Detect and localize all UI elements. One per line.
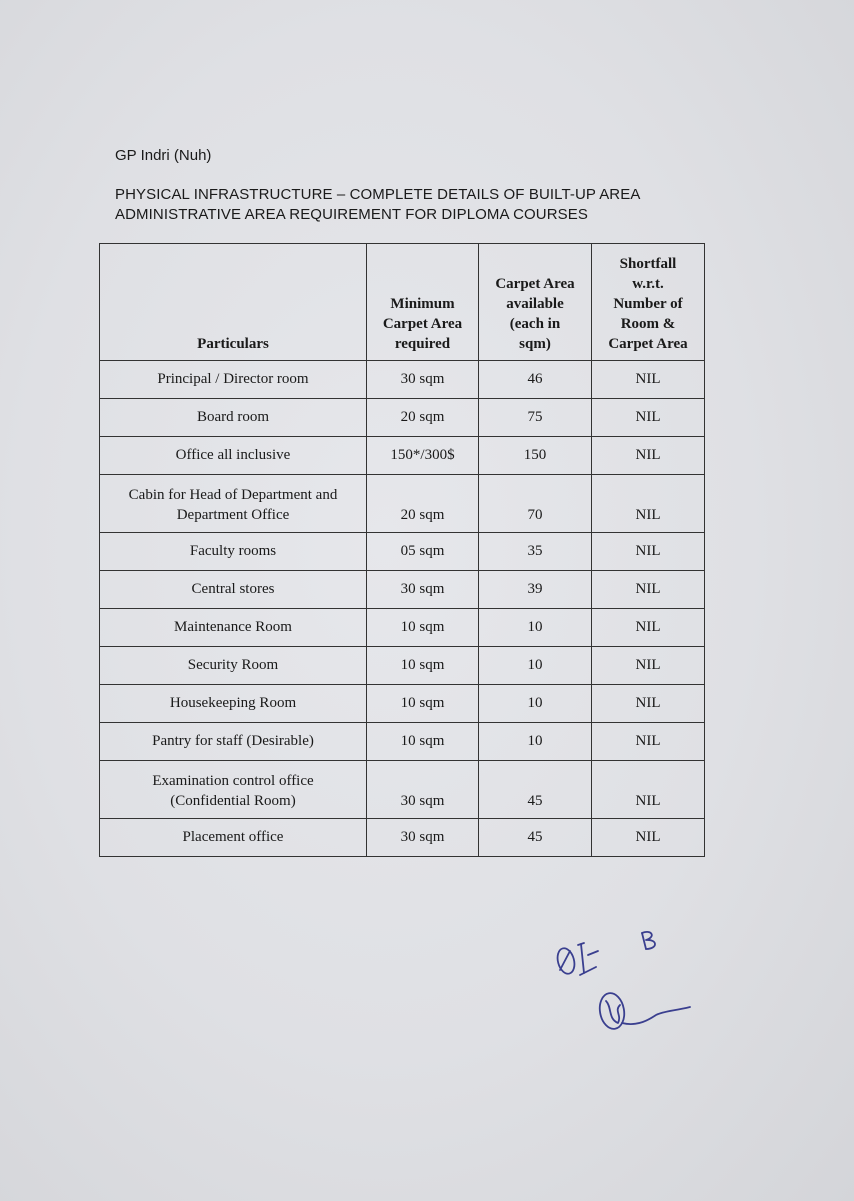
header-available-line: sqm) xyxy=(519,336,551,352)
table-row xyxy=(100,685,705,723)
cell-available: 46 xyxy=(479,361,592,399)
cell-particulars: Security Room xyxy=(100,647,367,685)
cell-shortfall: NIL xyxy=(592,475,705,533)
table-row xyxy=(100,571,705,609)
cell-minimum: 05 sqm xyxy=(367,533,479,571)
cell-available: 75 xyxy=(479,399,592,437)
header-particulars xyxy=(100,244,367,361)
table-row xyxy=(100,819,705,857)
cell-available: 10 xyxy=(479,647,592,685)
header-available-line: Carpet Area xyxy=(495,276,575,292)
header-particulars-label: Particulars xyxy=(197,336,269,352)
cell-particulars: Housekeeping Room xyxy=(100,685,367,723)
cell-particulars-line: Examination control office xyxy=(152,773,314,789)
cell-available: 10 xyxy=(479,609,592,647)
institute-name: GP Indri (Nuh) xyxy=(115,147,212,164)
document-title-line-2: ADMINISTRATIVE AREA REQUIREMENT FOR DIPLOMA COURSES xyxy=(115,206,588,223)
table-row xyxy=(100,533,705,571)
table-row xyxy=(100,437,705,475)
cell-shortfall: NIL xyxy=(592,609,705,647)
cell-particulars-line: (Confidential Room) xyxy=(170,793,296,809)
cell-particulars xyxy=(100,761,367,819)
cell-minimum: 30 sqm xyxy=(367,761,479,819)
handwritten-signature xyxy=(548,915,698,1055)
header-shortfall xyxy=(592,244,705,361)
cell-particulars-line: Cabin for Head of Department and xyxy=(128,487,338,503)
cell-particulars: Board room xyxy=(100,399,367,437)
table-row xyxy=(100,609,705,647)
cell-available: 35 xyxy=(479,533,592,571)
cell-minimum: 150*/300$ xyxy=(367,437,479,475)
cell-shortfall: NIL xyxy=(592,819,705,857)
header-minimum-line: Carpet Area xyxy=(382,316,463,332)
cell-particulars: Faculty rooms xyxy=(100,533,367,571)
cell-available: 45 xyxy=(479,819,592,857)
cell-available: 10 xyxy=(479,685,592,723)
cell-shortfall: NIL xyxy=(592,437,705,475)
cell-available: 39 xyxy=(479,571,592,609)
cell-particulars: Principal / Director room xyxy=(100,361,367,399)
header-shortfall-line: Room & xyxy=(620,316,676,332)
administrative-area-table xyxy=(99,243,705,857)
cell-available: 10 xyxy=(479,723,592,761)
table-row xyxy=(100,761,705,819)
cell-minimum: 30 sqm xyxy=(367,571,479,609)
cell-shortfall: NIL xyxy=(592,647,705,685)
cell-available: 70 xyxy=(479,475,592,533)
header-carpet-area-available xyxy=(479,244,592,361)
header-available-line: available xyxy=(506,296,564,312)
table-header-row xyxy=(100,244,705,361)
document-title-line-1: PHYSICAL INFRASTRUCTURE – COMPLETE DETAILS OF BUILT-UP AREA xyxy=(115,186,641,203)
cell-particulars-line: Department Office xyxy=(176,507,290,523)
cell-minimum: 10 sqm xyxy=(367,723,479,761)
cell-particulars: Office all inclusive xyxy=(100,437,367,475)
cell-minimum: 10 sqm xyxy=(367,685,479,723)
table-row xyxy=(100,361,705,399)
cell-minimum: 20 sqm xyxy=(367,399,479,437)
header-shortfall-line: Shortfall xyxy=(619,256,677,272)
cell-minimum: 10 sqm xyxy=(367,647,479,685)
header-shortfall-line: Number of xyxy=(613,296,683,312)
cell-available: 150 xyxy=(479,437,592,475)
cell-shortfall: NIL xyxy=(592,533,705,571)
header-minimum-line: Minimum xyxy=(390,296,455,312)
cell-shortfall: NIL xyxy=(592,361,705,399)
cell-minimum: 30 sqm xyxy=(367,361,479,399)
table-row xyxy=(100,399,705,437)
header-shortfall-line: Carpet Area xyxy=(608,336,688,352)
cell-shortfall: NIL xyxy=(592,571,705,609)
header-shortfall-line: w.r.t. xyxy=(632,276,664,292)
cell-available: 45 xyxy=(479,761,592,819)
cell-particulars: Maintenance Room xyxy=(100,609,367,647)
cell-minimum: 10 sqm xyxy=(367,609,479,647)
cell-minimum: 20 sqm xyxy=(367,475,479,533)
cell-particulars: Pantry for staff (Desirable) xyxy=(100,723,367,761)
cell-particulars: Central stores xyxy=(100,571,367,609)
cell-minimum: 30 sqm xyxy=(367,819,479,857)
table-row xyxy=(100,475,705,533)
cell-shortfall: NIL xyxy=(592,399,705,437)
cell-shortfall: NIL xyxy=(592,723,705,761)
table-row xyxy=(100,723,705,761)
cell-shortfall: NIL xyxy=(592,761,705,819)
header-minimum-carpet-area xyxy=(367,244,479,361)
header-available-line: (each in xyxy=(509,316,561,332)
header-minimum-line: required xyxy=(394,336,451,352)
table-row xyxy=(100,647,705,685)
cell-shortfall: NIL xyxy=(592,685,705,723)
cell-particulars xyxy=(100,475,367,533)
cell-particulars: Placement office xyxy=(100,819,367,857)
